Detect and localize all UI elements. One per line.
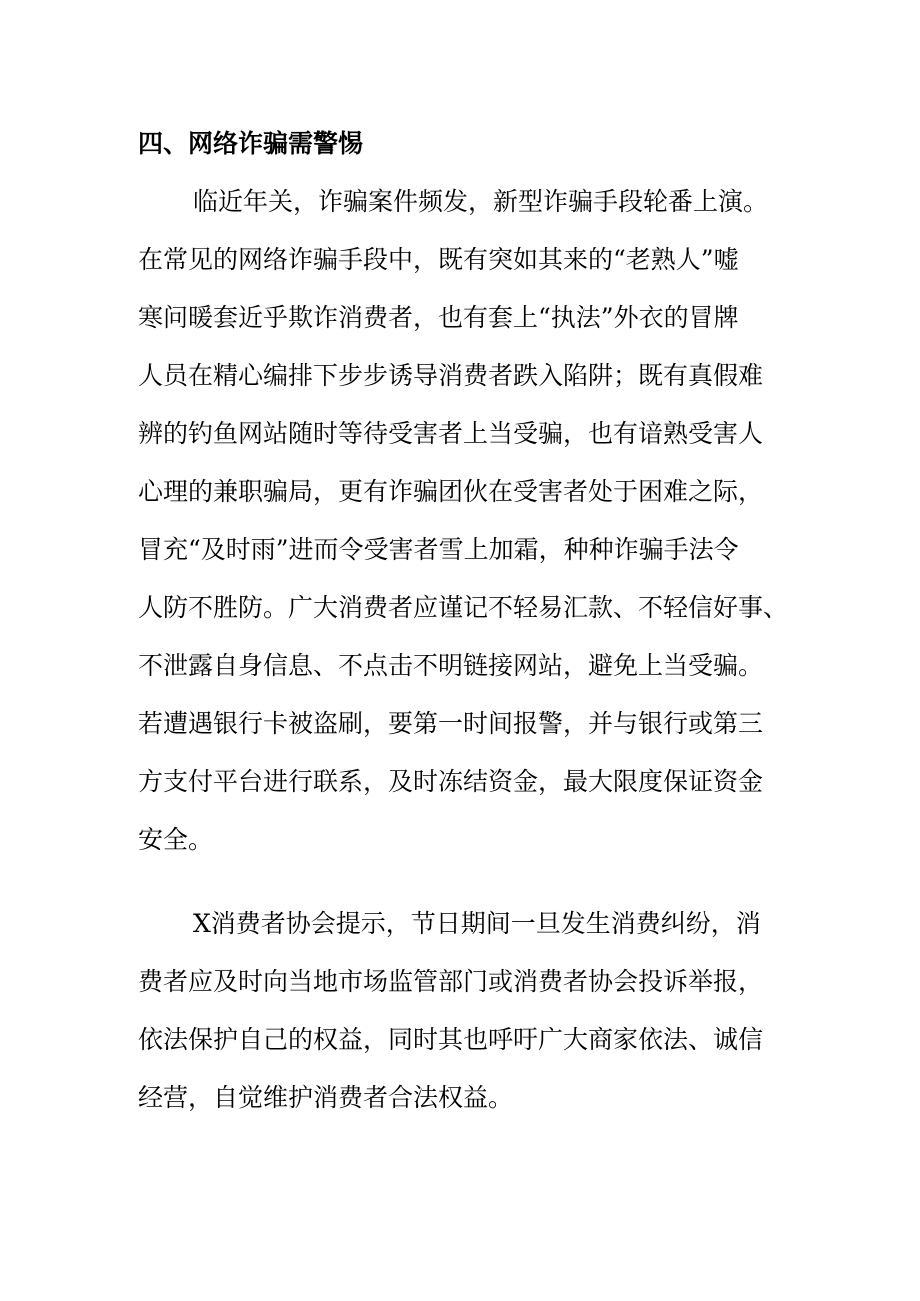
paragraph-line: 费者应及时向当地市场监管部门或消费者协会投诉举报， xyxy=(138,967,764,996)
section-heading: 四、网络诈骗需警惕 xyxy=(138,129,364,158)
paragraph-line: 安全。 xyxy=(138,825,214,854)
paragraph-line: 辨的钓鱼网站随时等待受害者上当受骗，也有谙熟受害人 xyxy=(138,419,764,448)
paragraph-line: 冒充“及时雨”进而令受害者雪上加霜，种种诈骗手法令 xyxy=(138,535,739,564)
paragraph-line: 人防不胜防。广大消费者应谨记不轻易汇款、不轻信好事、 xyxy=(138,593,789,622)
paragraph-line: 临近年关，诈骗案件频发，新型诈骗手段轮番上演。 xyxy=(193,187,769,216)
paragraph-line: 依法保护自己的权益，同时其也呼吁广大商家依法、诚信 xyxy=(138,1025,764,1054)
paragraph-line: 若遭遇银行卡被盗刷，要第一时间报警，并与银行或第三 xyxy=(138,709,764,738)
paragraph-line: 心理的兼职骗局，更有诈骗团伙在受害者处于困难之际， xyxy=(138,477,764,506)
paragraph-line: 在常见的网络诈骗手段中，既有突如其来的“老熟人”嘘 xyxy=(138,245,739,274)
paragraph-line: X消费者协会提示，节日期间一旦发生消费纠纷，消 xyxy=(193,909,761,938)
paragraph-line: 不泄露自身信息、不点击不明链接网站，避免上当受骗。 xyxy=(138,651,764,680)
paragraph-line: 经营，自觉维护消费者合法权益。 xyxy=(138,1083,514,1112)
paragraph-line: 寒问暖套近乎欺诈消费者，也有套上“执法”外衣的冒牌 xyxy=(138,303,739,332)
paragraph-line: 人员在精心编排下步步诱导消费者跌入陷阱；既有真假难 xyxy=(138,361,764,390)
paragraph-line: 方支付平台进行联系，及时冻结资金，最大限度保证资金 xyxy=(138,767,764,796)
